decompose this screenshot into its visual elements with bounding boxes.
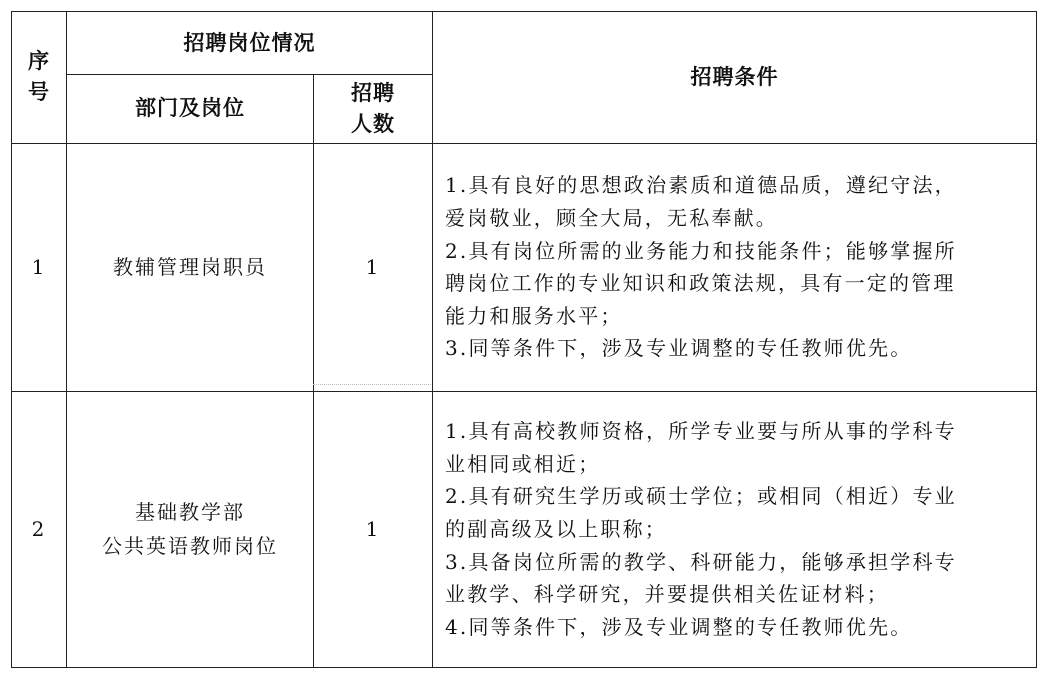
requirement-line: 2.具有岗位所需的业务能力和技能条件；能够掌握所 [445,238,957,263]
header-seq-cell [12,12,67,144]
requirement-line: 爱岗敬业，顾全大局，无私奉献。 [445,205,778,230]
row-seq: 2 [12,391,67,667]
row-seq: 1 [12,143,67,391]
row-position [67,391,314,667]
position-line: 基础教学部 [135,500,245,525]
header-dept-position: 部门及岗位 [67,75,314,143]
requirement-line: 能力和服务水平； [445,303,623,328]
table-row [12,391,1037,667]
row-requirements [433,143,1037,391]
requirement-line: 3.同等条件下，涉及专业调整的专任教师优先。 [445,336,913,361]
requirement-line: 1.具有良好的思想政治素质和道德品质，遵纪守法， [445,173,957,198]
position-line: 教辅管理岗职员 [113,255,267,280]
position-line: 公共英语教师岗位 [102,534,278,559]
requirement-line: 业教学、科学研究，并要提供相关佐证材料； [445,582,889,607]
header-count-line-2: 人数 [351,111,395,136]
requirement-line: 的副高级及以上职称； [445,517,667,542]
header-position-group: 招聘岗位情况 [67,12,433,75]
header-seq-char-2: 号 [28,80,50,105]
requirement-line: 4.同等条件下，涉及专业调整的专任教师优先。 [445,614,913,639]
header-row-top [12,12,1037,75]
row-position [67,143,314,391]
requirement-line: 业相同或相近； [445,451,601,476]
requirement-line: 3.具备岗位所需的教学、科研能力，能够承担学科专 [445,549,957,574]
header-requirements: 招聘条件 [433,12,1037,144]
requirement-line: 1.具有高校教师资格，所学专业要与所从事的学科专 [445,419,957,444]
table-row [12,143,1037,391]
recruitment-table [11,11,1037,668]
cell-divider-artifact [313,384,431,385]
header-seq-char-1: 序 [28,49,50,74]
row-count: 1 [314,143,433,391]
header-count-cell [314,75,433,143]
row-count: 1 [314,391,433,667]
requirement-line: 2.具有研究生学历或硕士学位；或相同（相近）专业 [445,484,957,509]
header-count-line-1: 招聘 [351,80,395,105]
requirement-line: 聘岗位工作的专业知识和政策法规，具有一定的管理 [445,271,956,296]
row-requirements [433,391,1037,667]
